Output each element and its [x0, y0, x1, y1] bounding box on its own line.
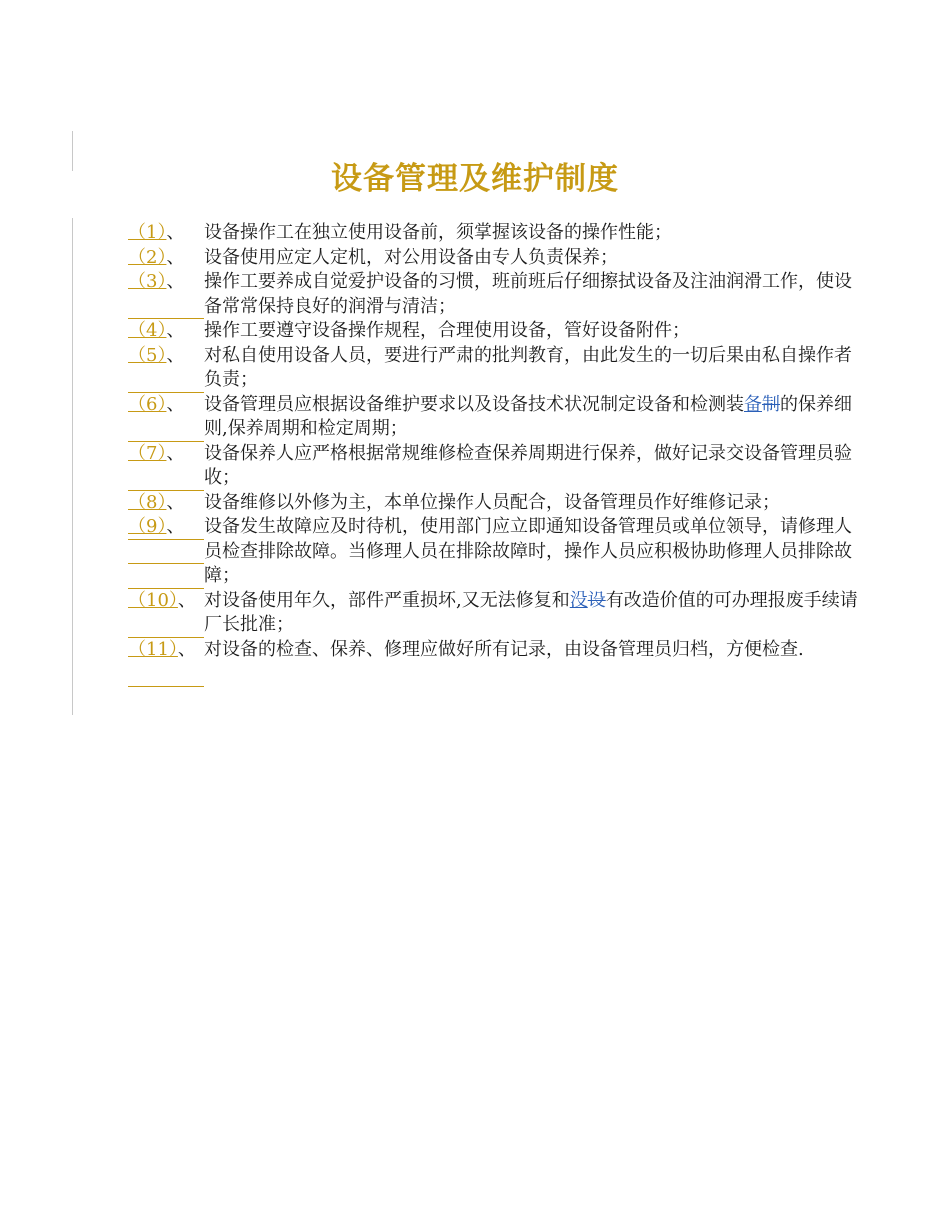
list-item: [128, 491, 868, 516]
item-number-col: [128, 491, 204, 516]
item-separator: 、: [166, 222, 185, 243]
item-number-col: [128, 270, 204, 295]
deleted-revision: 制: [762, 393, 780, 415]
item-number: （1）: [128, 222, 167, 243]
item-number: （3）: [128, 271, 167, 292]
item-number-col: [128, 589, 204, 614]
item-text-part: 设备管理员应根据设备维护要求以及设备技术状况制定设备和检测装: [204, 393, 744, 415]
item-separator: 、: [166, 516, 185, 537]
item-number-col: [128, 344, 204, 369]
item-number-col: [128, 515, 204, 540]
item-text: 操作工要遵守设备操作规程，合理使用设备，管好设备附件；: [204, 320, 690, 341]
item-number: （10）: [128, 589, 178, 611]
deleted-revision: 设: [587, 589, 606, 611]
item-number: （9）: [128, 516, 167, 537]
item-text: 设备维修以外修为主，本单位操作人员配合，设备管理员作好维修记录；: [204, 491, 780, 513]
list-item: [128, 393, 868, 442]
revision-underline: [128, 686, 204, 687]
item-number-col: [128, 442, 204, 467]
list-item: [128, 344, 868, 393]
item-text-part: 对设备使用年久，部件严重损坏,又无法修复和: [204, 589, 570, 611]
item-number-col: [128, 246, 204, 271]
item-number-col: [128, 319, 204, 344]
item-text: [204, 589, 868, 638]
item-separator: 、: [166, 320, 185, 341]
item-number-col: [128, 638, 204, 663]
item-separator: 、: [166, 393, 185, 415]
item-number: （2）: [128, 246, 167, 268]
inserted-revision: 备: [744, 393, 762, 415]
item-separator: 、: [166, 344, 185, 366]
item-separator: 、: [166, 442, 185, 464]
item-text: 设备保养人应严格根据常规维修检查保养周期进行保养，做好记录交设备管理员验收；: [204, 442, 852, 488]
item-separator: 、: [166, 271, 185, 292]
list-item: [128, 515, 868, 589]
revision-underline: [128, 563, 204, 564]
item-text: [204, 393, 868, 442]
item-text: 设备使用应定人定机，对公用设备由专人负责保养；: [204, 246, 618, 268]
inserted-revision: 没: [569, 589, 588, 611]
list-item: [128, 589, 868, 638]
list-item: [128, 246, 868, 271]
item-separator: 、: [166, 491, 185, 513]
item-separator: 、: [177, 589, 196, 611]
item-separator: 、: [177, 638, 196, 660]
rules-list: [128, 221, 868, 662]
list-item: [128, 319, 868, 344]
item-separator: 、: [166, 246, 185, 268]
list-item: [128, 638, 868, 663]
item-number-col: [128, 221, 204, 246]
margin-marker-body: [72, 218, 73, 715]
list-item: [128, 270, 868, 319]
item-text-part: 的保养细则,保养周期和检定周期；: [204, 393, 852, 439]
item-number: （11）: [128, 638, 178, 660]
item-number: （7）: [128, 442, 167, 464]
item-text: 对设备的检查、保养、修理应做好所有记录，由设备管理员归档，方便检查.: [204, 638, 804, 660]
item-text-part: 有改造价值的可办理报废手续请厂长批准；: [204, 589, 858, 635]
item-text: 对私自使用设备人员，要进行严肃的批判教育，由此发生的一切后果由私自操作者负责；: [204, 344, 852, 390]
item-number: （5）: [128, 344, 167, 366]
item-number: （4）: [128, 320, 167, 341]
item-text: 设备操作工在独立使用设备前，须掌握该设备的操作性能；: [204, 222, 672, 243]
item-number: （6）: [128, 393, 167, 415]
item-number: （8）: [128, 491, 167, 513]
item-number-col: [128, 393, 204, 418]
item-text: 操作工要养成自觉爱护设备的习惯，班前班后仔细擦拭设备及注油润滑工作，使设备常常保持良好的润滑与清洁；: [204, 271, 852, 317]
document-title: 设备管理及维护制度: [331, 160, 619, 197]
list-item: [128, 221, 868, 246]
item-text: 设备发生故障应及时待机，使用部门应立即通知设备管理员或单位领导，请修理人员检查排除故障。当修理人员在排除故障时，操作人员应积极协助修理人员排除故障；: [204, 516, 852, 586]
list-item: [128, 442, 868, 491]
